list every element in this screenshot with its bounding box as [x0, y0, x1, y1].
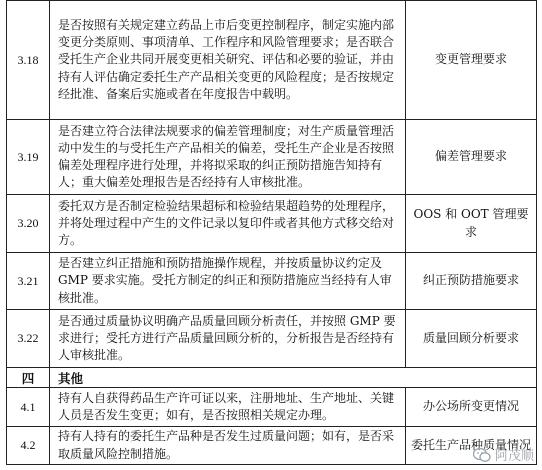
table-row [7, 120, 537, 195]
table-row [7, 195, 537, 253]
item-requirement: 委托生产品种质量情况 [406, 427, 537, 465]
wechat-icon [473, 447, 491, 463]
section-header-row [7, 368, 537, 388]
item-content: 持有人自获得药品生产许可证以来，注册地址、生产地址、关键人员是否发生变更；如有，是否按照相关规定办理。 [50, 388, 406, 427]
item-content: 委托双方是否制定检验结果超标和检验结果超趋势的处理程序，并将处理过程中产生的文件记录以复印件或者其他方式移交给对方。 [50, 195, 406, 253]
item-number: 4.2 [7, 427, 50, 465]
watermark [473, 445, 534, 464]
table-row [7, 310, 537, 368]
item-requirement: OOS 和 OOT 管理要求 [406, 195, 537, 253]
table-row [7, 253, 537, 310]
item-requirement: 变更管理要求 [406, 1, 537, 120]
item-number: 4.1 [7, 388, 50, 427]
item-requirement: 质量回顾分析要求 [406, 310, 537, 368]
watermark-text: 阿茂顺 [494, 449, 534, 464]
item-requirement: 办公场所变更情况 [406, 388, 537, 427]
item-content: 持有人持有的委托生产品种是否发生过质量问题；如有，是否采取质量风险控制措施。 [50, 427, 406, 465]
item-requirement: 偏差管理要求 [406, 120, 537, 195]
item-content: 是否通过质量协议明确产品质量回顾分析责任，并按照 GMP 要求进行；受托方进行产品质量回顾分析的，分析报告是否经持有人审核批准。 [50, 310, 406, 368]
item-number: 3.22 [7, 310, 50, 368]
inspection-table [6, 0, 537, 465]
item-content: 是否建立纠正措施和预防措施操作规程，并按质量协议约定及 GMP 要求实施。受托方制定的纠正和预防措施应当经持有人审核批准。 [50, 253, 406, 310]
item-number: 3.19 [7, 120, 50, 195]
table-row [7, 1, 537, 120]
section-title: 其他 [50, 368, 537, 388]
table-row [7, 388, 537, 427]
item-number: 3.21 [7, 253, 50, 310]
table-row [7, 427, 537, 465]
item-number: 3.18 [7, 1, 50, 120]
item-content: 是否建立符合法律法规要求的偏差管理制度；对生产质量管理活动中发生的与受托生产产品相关的偏差，受托生产企业是否按照偏差处理程序进行处理，并将拟采取的纠正预防措施告知持有人；重大偏差处理报告是否经持有人审核批准。 [50, 120, 406, 195]
item-content: 是否按照有关规定建立药品上市后变更控制程序，制定实施内部变更分类原则、事项清单、工作程序和风险管理要求；是否联合受托生产企业共同开展变更相关研究、评估和必要的验证，并由持有人评估确定委托生产产品相关变更的风险程度；是否按规定经批准、备案后实施或者在年度报告中载明。 [50, 1, 406, 120]
section-number: 四 [7, 368, 50, 388]
item-requirement: 纠正预防措施要求 [406, 253, 537, 310]
item-number: 3.20 [7, 195, 50, 253]
